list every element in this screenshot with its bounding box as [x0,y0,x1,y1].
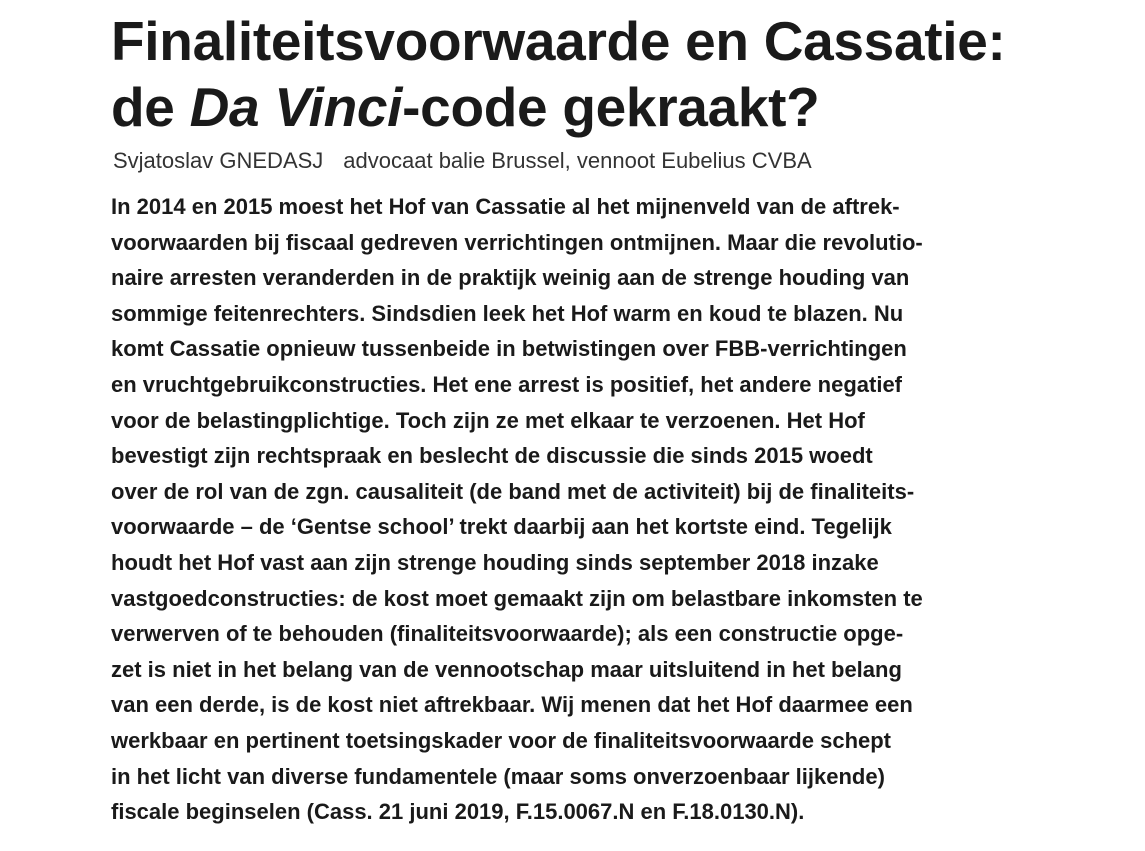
abstract-line: bevestigt zijn rechtspraak en beslecht de discussie die sinds 2015 woedt [111,443,873,469]
byline [113,147,812,175]
abstract-line: vastgoedconstructies: de kost moet gemaakt zijn om belastbare inkomsten te [111,585,923,611]
abstract-line: over de rol van de zgn. causaliteit (de band met de activiteit) bij de finaliteits- [111,478,915,504]
abstract-line: zet is niet in het belang van de vennootschap maar uitsluitend in het belang [111,656,902,682]
abstract-line: voorwaarde – de ‘Gentse school’ trekt daarbij aan het kortste eind. Tegelijk [111,514,892,540]
author-affiliation: advocaat balie Brussel, vennoot Eubelius CVBA [343,148,812,173]
abstract-line: naire arresten veranderden in de praktijk weinig aan de strenge houding van [111,265,910,291]
title-line-2 [111,74,1006,140]
abstract-line: voorwaarden bij fiscaal gedreven verrichtingen ontmijnen. Maar die revolutio- [111,229,923,255]
title-line-1: Finaliteitsvoorwaarde en Cassatie: [111,10,1006,72]
abstract-line: verwerven of te behouden (finaliteitsvoorwaarde); als een constructie opge- [111,621,904,647]
abstract-line: fiscale beginselen (Cass. 21 juni 2019, F.15.0067.N en F.18.0130.N). [111,799,805,825]
abstract-line: voor de belastingplichtige. Toch zijn ze met elkaar te verzoenen. Het Hof [111,407,865,433]
author-name: Svjatoslav GNEDASJ [113,148,324,173]
abstract-line: werkbaar en pertinent toetsingskader voor de finaliteitsvoorwaarde schept [111,727,892,753]
abstract-line: in het licht van diverse fundamentele (maar soms onverzoenbaar lijkende) [111,763,885,789]
abstract-line: van een derde, is de kost niet aftrekbaar. Wij menen dat het Hof daarmee een [111,692,913,718]
abstract-line: houdt het Hof vast aan zijn strenge houding sinds september 2018 inzake [111,549,879,575]
title-italic-da-vinci: Da Vinci [189,76,403,138]
title-suffix: -code gekraakt? [402,76,820,138]
abstract-line: en vruchtgebruikconstructies. Het ene arrest is positief, het andere negatief [111,371,903,397]
abstract-line: In 2014 en 2015 moest het Hof van Cassatie al het mijnenveld van de aftrek- [111,194,900,219]
article-title [111,8,1006,140]
abstract-line: komt Cassatie opnieuw tussenbeide in betwistingen over FBB-verrichtingen [111,336,907,362]
abstract-line: sommige feitenrechters. Sindsdien leek het Hof warm en koud te blazen. Nu [111,300,904,326]
abstract [111,189,1111,830]
title-prefix: de [111,76,190,138]
